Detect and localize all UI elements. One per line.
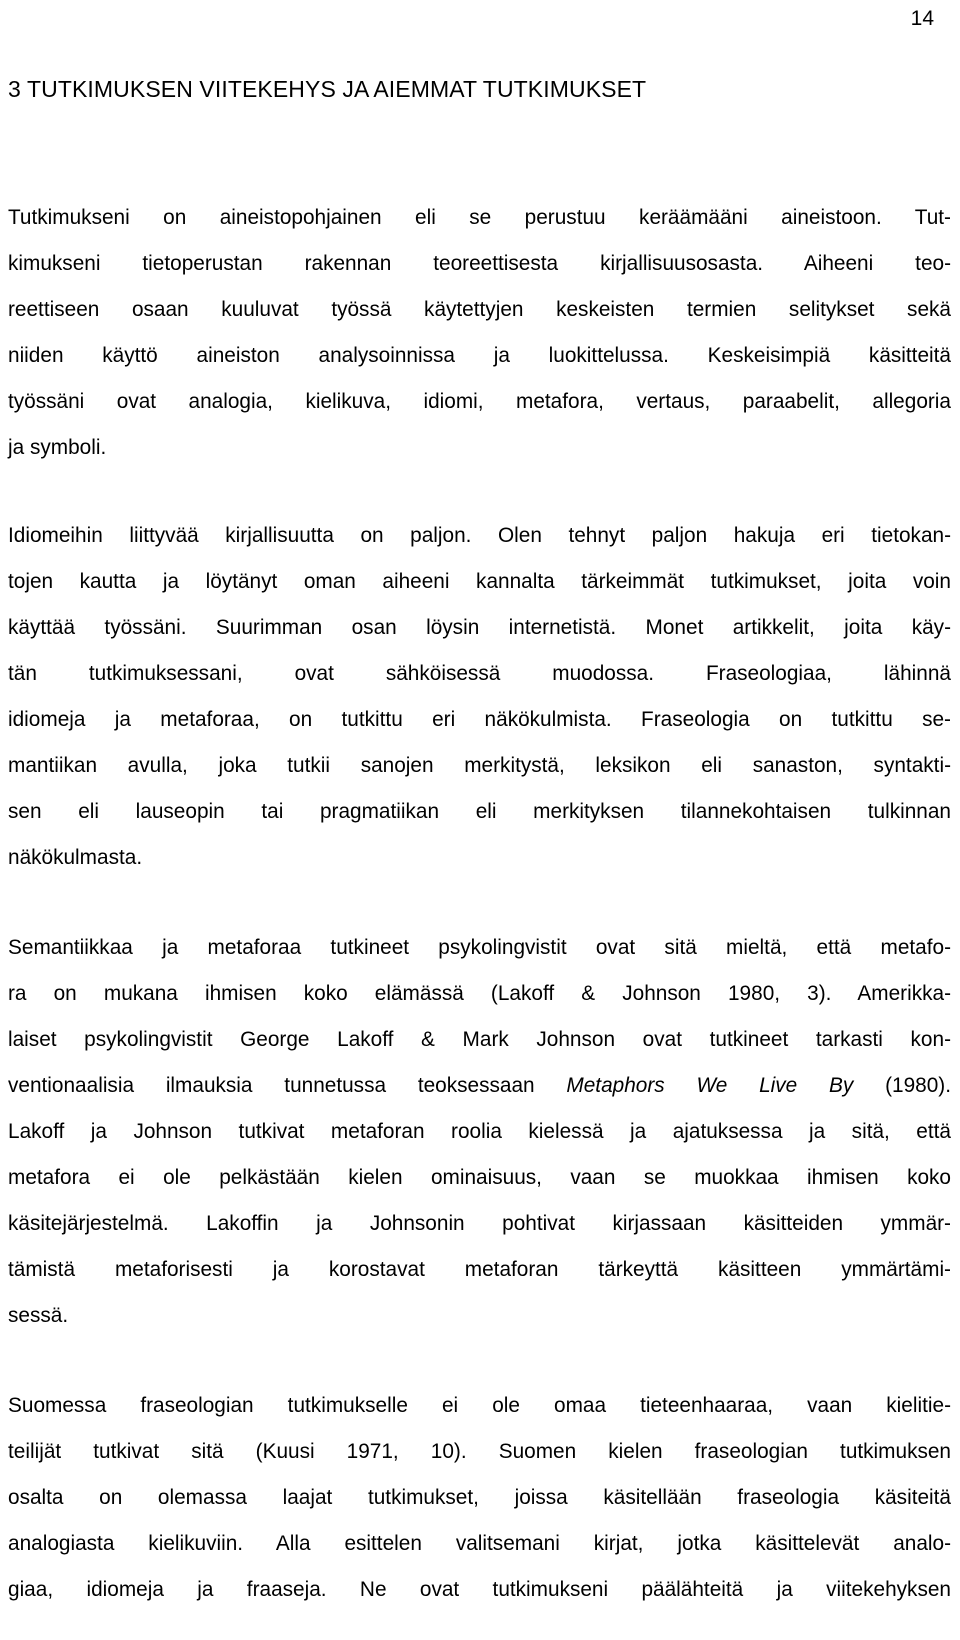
text-line: Lakoff ja Johnson tutkivat metaforan roolia kielessä ja ajatuksessa ja sitä, että [8, 1120, 951, 1143]
text-line: käsitejärjestelmä. Lakoffin ja Johnsonin pohtivat kirjassaan käsitteiden ymmär- [8, 1212, 951, 1235]
text-line: niiden käyttö aineiston analysoinnissa ja luokittelussa. Keskeisimpiä käsitteitä [8, 344, 951, 367]
text-line: reettiseen osaan kuuluvat työssä käytettyjen keskeisten termien selitykset sekä [8, 298, 951, 321]
text-line: laiset psykolingvistit George Lakoff & Mark Johnson ovat tutkineet tarkasti kon- [8, 1028, 951, 1051]
text-line: mantiikan avulla, joka tutkii sanojen merkitystä, leksikon eli sanaston, syntakti- [8, 754, 951, 777]
text-line: sen eli lauseopin tai pragmatiikan eli merkityksen tilannekohtaisen tulkinnan [8, 800, 951, 823]
text-line: giaa, idiomeja ja fraaseja. Ne ovat tutkimukseni päälähteitä ja viitekehyksen [8, 1578, 951, 1601]
text-line: työssäni ovat analogia, kielikuva, idiomi, metafora, vertaus, paraabelit, allegoria [8, 390, 951, 413]
text-line: tän tutkimuksessani, ovat sähköisessä muodossa. Fraseologiaa, lähinnä [8, 662, 951, 685]
text-line: ja symboli. [8, 436, 107, 459]
text-line-with-title [8, 1071, 951, 1101]
text-line: kimukseni tietoperustan rakennan teoreettisesta kirjallisuusosasta. Aiheeni teo- [8, 252, 951, 275]
text-line: sessä. [8, 1304, 69, 1327]
text-segment: (1980). [853, 1074, 951, 1097]
text-line: käyttää työssäni. Suurimman osan löysin internetistä. Monet artikkelit, joita käy- [8, 616, 951, 639]
text-line: idiomeja ja metaforaa, on tutkittu eri näkökulmista. Fraseologia on tutkittu se- [8, 708, 951, 731]
text-line: Suomessa fraseologian tutkimukselle ei ole omaa tieteenhaaraa, vaan kielitie- [8, 1394, 951, 1417]
text-line: analogiasta kielikuviin. Alla esittelen valitsemani kirjat, jotka käsittelevät analo- [8, 1532, 951, 1555]
book-title: Metaphors We Live By [566, 1074, 854, 1097]
text-line: tämistä metaforisesti ja korostavat metaforan tärkeyttä käsitteen ymmärtämi- [8, 1258, 951, 1281]
text-line: ra on mukana ihmisen koko elämässä (Lakoff & Johnson 1980, 3). Amerikka- [8, 982, 951, 1005]
text-line: Tutkimukseni on aineistopohjainen eli se perustuu keräämääni aineistoon. Tut- [8, 206, 951, 229]
text-line: Semantiikkaa ja metaforaa tutkineet psykolingvistit ovat sitä mieltä, että metafo- [8, 936, 951, 959]
text-line: näkökulmasta. [8, 846, 143, 869]
text-segment: ventionaalisia ilmauksia tunnetussa teoksessaan [8, 1074, 567, 1097]
text-line: osalta on olemassa laajat tutkimukset, joissa käsitellään fraseologia käsiteitä [8, 1486, 951, 1509]
chapter-heading: 3 TUTKIMUKSEN VIITEKEHYS JA AIEMMAT TUTKIMUKSET [8, 76, 647, 102]
text-line: teilijät tutkivat sitä (Kuusi 1971, 10). Suomen kielen fraseologian tutkimuksen [8, 1440, 951, 1463]
text-line: Idiomeihin liittyvää kirjallisuutta on paljon. Olen tehnyt paljon hakuja eri tietokan- [8, 524, 951, 547]
page-number: 14 [910, 7, 934, 30]
text-line: metafora ei ole pelkästään kielen ominaisuus, vaan se muokkaa ihmisen koko [8, 1166, 951, 1189]
text-line: tojen kautta ja löytänyt oman aiheeni kannalta tärkeimmät tutkimukset, joita voin [8, 570, 951, 593]
